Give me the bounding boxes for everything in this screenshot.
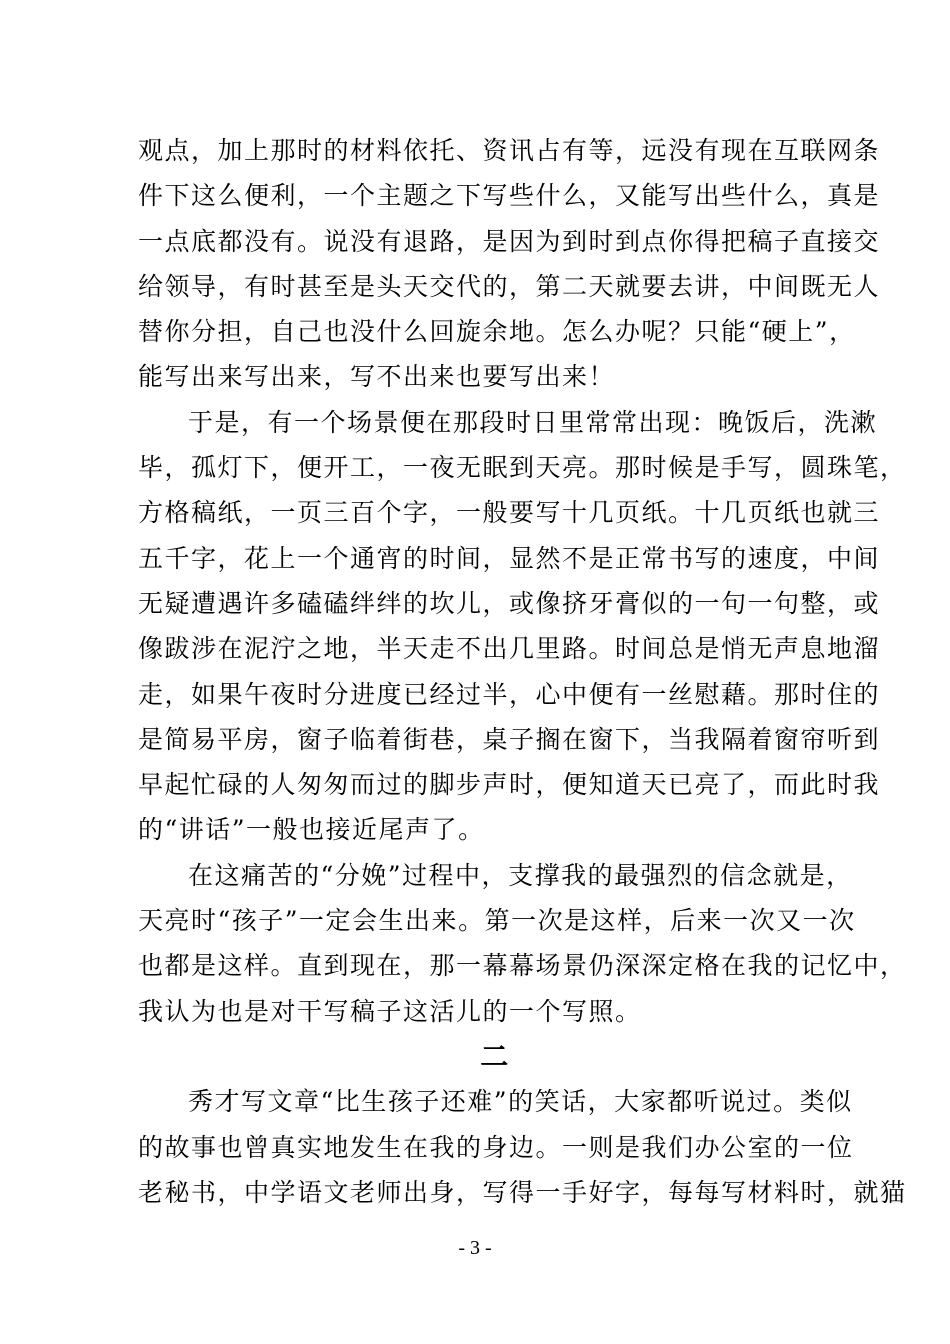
text-line: 的故事也曾真实地发生在我的身边。一则是我们办公室的一位 <box>138 1132 854 1162</box>
text-line: 能写出来写出来，写不出来也要写出来！ <box>138 362 616 392</box>
text-line: 替你分担，自己也没什么回旋余地。怎么办呢？只能“硬上”， <box>138 317 856 347</box>
text-line: 早起忙碌的人匆匆而过的脚步声时，便知道天已亮了，而此时我 <box>138 770 881 800</box>
text-line: 五千字，花上一个通宵的时间，显然不是正常书写的速度，中间 <box>138 543 881 573</box>
text-line: 在这痛苦的“分娩”过程中，支撑我的最强烈的信念就是， <box>188 860 853 890</box>
text-line: 无疑遭遇许多磕磕绊绊的坎儿，或像挤牙膏似的一句一句整，或 <box>138 588 881 618</box>
text-line: 给领导，有时甚至是头天交代的，第二天就要去讲，中间既无人 <box>138 271 881 301</box>
text-line: 走，如果午夜时分进度已经过半，心中便有一丝慰藉。那时住的 <box>138 679 881 709</box>
text-line: 秀才写文章“比生孩子还难”的笑话，大家都听说过。类似 <box>188 1087 853 1117</box>
text-line: 我认为也是对干写稿子这活儿的一个写照。 <box>138 996 642 1026</box>
text-line: 方格稿纸，一页三百个字，一般要写十几页纸。十几页纸也就三 <box>138 498 881 528</box>
text-line: 像跋涉在泥泞之地，半天走不出几里路。时间总是悄无声息地溜 <box>138 634 881 664</box>
text-line: 也都是这样。直到现在，那一幕幕场景仍深深定格在我的记忆中， <box>138 951 907 981</box>
text-line: 于是，有一个场景便在那段时日里常常出现：晚饭后，洗漱 <box>188 407 878 437</box>
text-line: 毕，孤灯下，便开工，一夜无眠到天亮。那时候是手写，圆珠笔， <box>138 453 907 483</box>
text-line: 的“讲话”一般也接近尾声了。 <box>138 815 485 845</box>
text-line: 老秘书，中学语文老师出身，写得一手好字，每每写材料时，就猫 <box>138 1177 907 1207</box>
text-line: 一点底都没有。说没有退路，是因为到时到点你得把稿子直接交 <box>138 226 881 256</box>
text-line: 是简易平房，窗子临着街巷，桌子搁在窗下，当我隔着窗帘听到 <box>138 724 881 754</box>
page-number: - 3 - <box>458 1237 492 1259</box>
body-text <box>138 128 907 1215</box>
text-line: 观点，加上那时的材料依托、资讯占有等，远没有现在互联网条 <box>138 136 881 165</box>
text-line: 天亮时“孩子”一定会生出来。第一次是这样，后来一次又一次 <box>138 906 856 936</box>
text-line: 件下这么便利，一个主题之下写些什么，又能写出些什么，真是 <box>138 181 881 211</box>
section-heading: 二 <box>480 1039 510 1073</box>
